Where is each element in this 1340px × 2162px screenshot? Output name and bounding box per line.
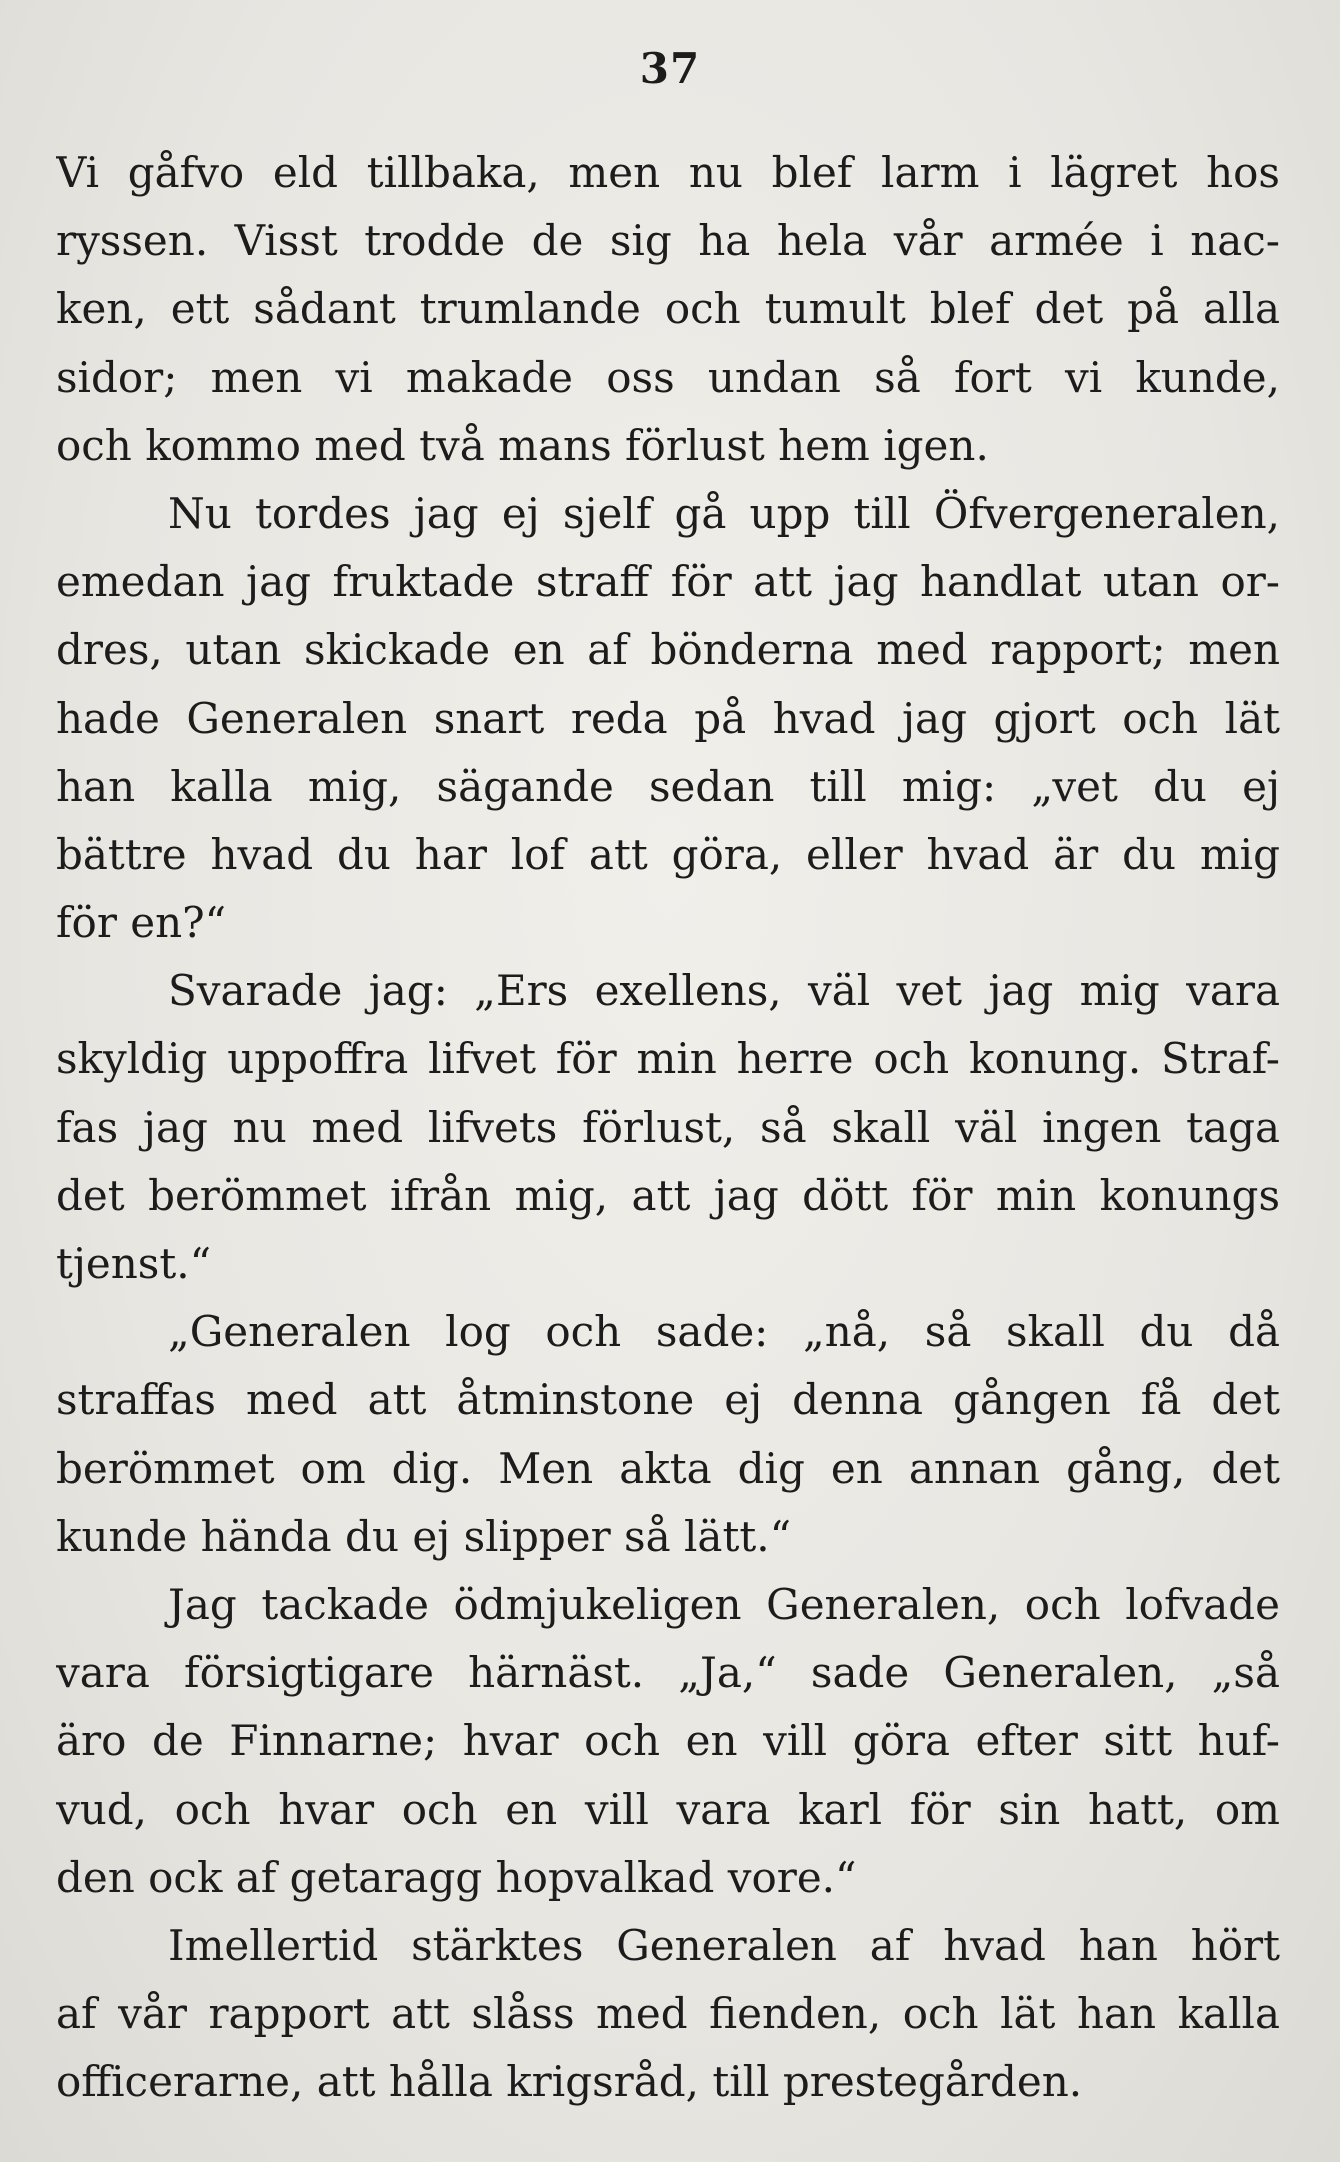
text-line: „Generalen log och sade: „nå, så skall du då [168, 1307, 1280, 1357]
text-line: och kommo med två mans förlust hem igen. [56, 420, 989, 470]
text-line: vara försigtigare härnäst. „Ja,“ sade Generalen, „så [56, 1648, 1280, 1698]
text-line: Imellertid stärktes Generalen af hvad han hört [168, 1920, 1280, 1970]
text-line: berömmet om dig. Men akta dig en annan gång, det [56, 1443, 1280, 1493]
text-line: officerarne, att hålla krigsråd, till prestegården. [56, 2057, 1083, 2107]
text-line: ken, ett sådant trumlande och tumult blef det på alla [56, 284, 1280, 334]
text-line: dres, utan skickade en af bönderna med rapport; men [56, 625, 1280, 675]
text-line: vud, och hvar och en vill vara karl för sin hatt, om [56, 1784, 1280, 1834]
text-line: af vår rapport att slåss med fienden, och lät han kalla [56, 1989, 1280, 2039]
text-line: bättre hvad du har lof att göra, eller hvad är du mig [56, 829, 1280, 879]
text-line: hade Generalen snart reda på hvad jag gjort och lät [56, 693, 1280, 743]
page-number: 37 [639, 44, 701, 93]
text-line: Vi gåfvo eld tillbaka, men nu blef larm i lägret hos [56, 148, 1280, 197]
text-line: Nu tordes jag ej sjelf gå upp till Öfvergeneralen, [168, 488, 1280, 538]
text-line: kunde hända du ej slipper så lätt.“ [56, 1511, 792, 1561]
text-line: sidor; men vi makade oss undan så fort vi kunde, [56, 352, 1280, 402]
text-line: det berömmet ifrån mig, att jag dött för min konungs [56, 1170, 1280, 1220]
text-line: skyldig uppoffra lifvet för min herre och konung. Straf- [56, 1034, 1280, 1084]
text-line: emedan jag fruktade straff för att jag handlat utan or- [56, 557, 1280, 607]
text-line: den ock af getaragg hopvalkad vore.“ [56, 1852, 857, 1902]
text-line: äro de Finnarne; hvar och en vill göra efter sitt huf- [56, 1716, 1280, 1766]
text-line: fas jag nu med lifvets förlust, så skall väl ingen taga [56, 1102, 1280, 1152]
text-line: tjenst.“ [56, 1239, 212, 1288]
text-line: för en?“ [56, 898, 227, 948]
text-line: Svarade jag: „Ers exellens, väl vet jag mig vara [168, 966, 1280, 1016]
text-line: ryssen. Visst trodde de sig ha hela vår armée i nac- [56, 216, 1280, 266]
text-line: han kalla mig, sägande sedan till mig: „vet du ej [56, 761, 1280, 811]
text-line: Jag tackade ödmjukeligen Generalen, och lofvade [168, 1579, 1280, 1629]
text-line: straffas med att åtminstone ej denna gången få det [56, 1375, 1280, 1425]
body-text [56, 139, 1280, 2116]
